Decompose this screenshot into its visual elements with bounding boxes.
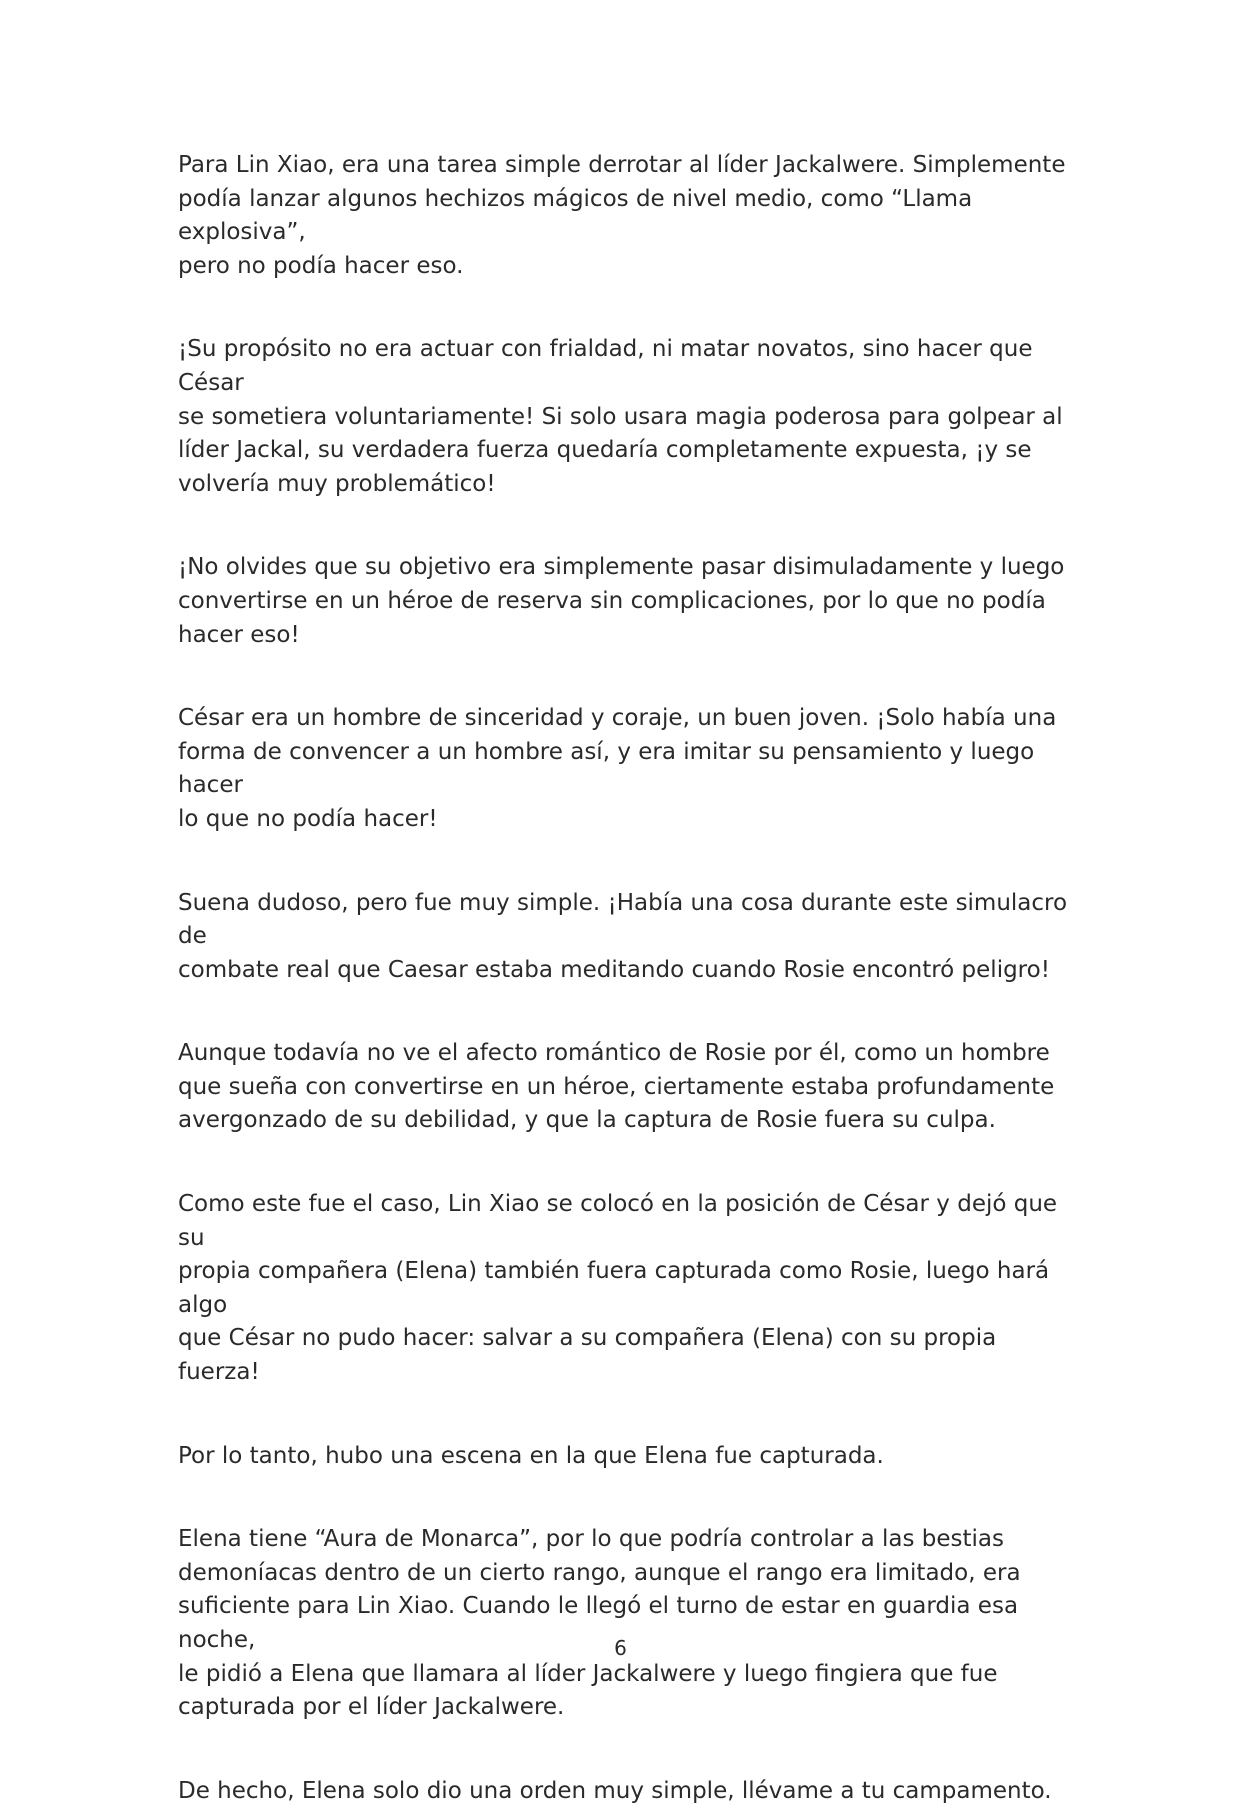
paragraph-7: Como este fue el caso, Lin Xiao se colocó en la posición de César y dejó que su propia compañera (Elena) también fuera capturada como Rosie, luego hará algo que César no pudo hacer: salvar a su compañera (Elena) con su propia fuerza! [178,1191,1058,1386]
paragraph-4: César era un hombre de sinceridad y coraje, un buen joven. ¡Solo había una forma de convencer a un hombre así, y era imitar su pensamiento y luego hacer lo que no podía hacer! [178,705,1057,832]
paragraph-2: ¡Su propósito no era actuar con frialdad, ni matar novatos, sino hacer que César se sometiera voluntariamente! Si solo usara magia poderosa para golpear al líder Jackal, su verdadera fuerza quedaría completamente expuesta, ¡y se volvería muy problemático! [178,336,1063,497]
paragraph-10: De hecho, Elena solo dio una orden muy simple, llévame a tu campamento. [178,1777,1052,1804]
page-number: 6 [614,1636,627,1660]
paragraph-3: ¡No olvides que su objetivo era simplemente pasar disimuladamente y luego convertirse en un héroe de reserva sin complicaciones, por lo que no podía hacer eso! [178,554,1065,648]
paragraph-8: Por lo tanto, hubo una escena en la que Elena fue capturada. [178,1442,884,1469]
paragraph-5: Suena dudoso, pero fue muy simple. ¡Había una cosa durante este simulacro de combate real que Caesar estaba meditando cuando Rosie encontró peligro! [178,889,1068,983]
paragraph-9: Elena tiene “Aura de Monarca”, por lo que podría controlar a las bestias demoníacas dentro de un cierto rango, aunque el rango era limitado, era suficiente para Lin Xiao. Cuando le llegó el turno de estar en guardia esa noche, le pidió a Elena que llamara al líder Jackalwere y luego fingiera que fue capturada por el líder Jackalwere. [178,1526,1021,1721]
paragraph-6: Aunque todavía no ve el afecto romántico de Rosie por él, como un hombre que sueña con convertirse en un héroe, ciertamente estaba profundamente avergonzado de su debilidad, y que la captura de Rosie fuera su culpa. [178,1040,1055,1134]
body-text [178,149,1068,1808]
paragraph-1: Para Lin Xiao, era una tarea simple derrotar al líder Jackalwere. Simplemente podía lanzar algunos hechizos mágicos de nivel medio, como “Llama explosiva”, pero no podía hacer eso. [178,152,1066,279]
